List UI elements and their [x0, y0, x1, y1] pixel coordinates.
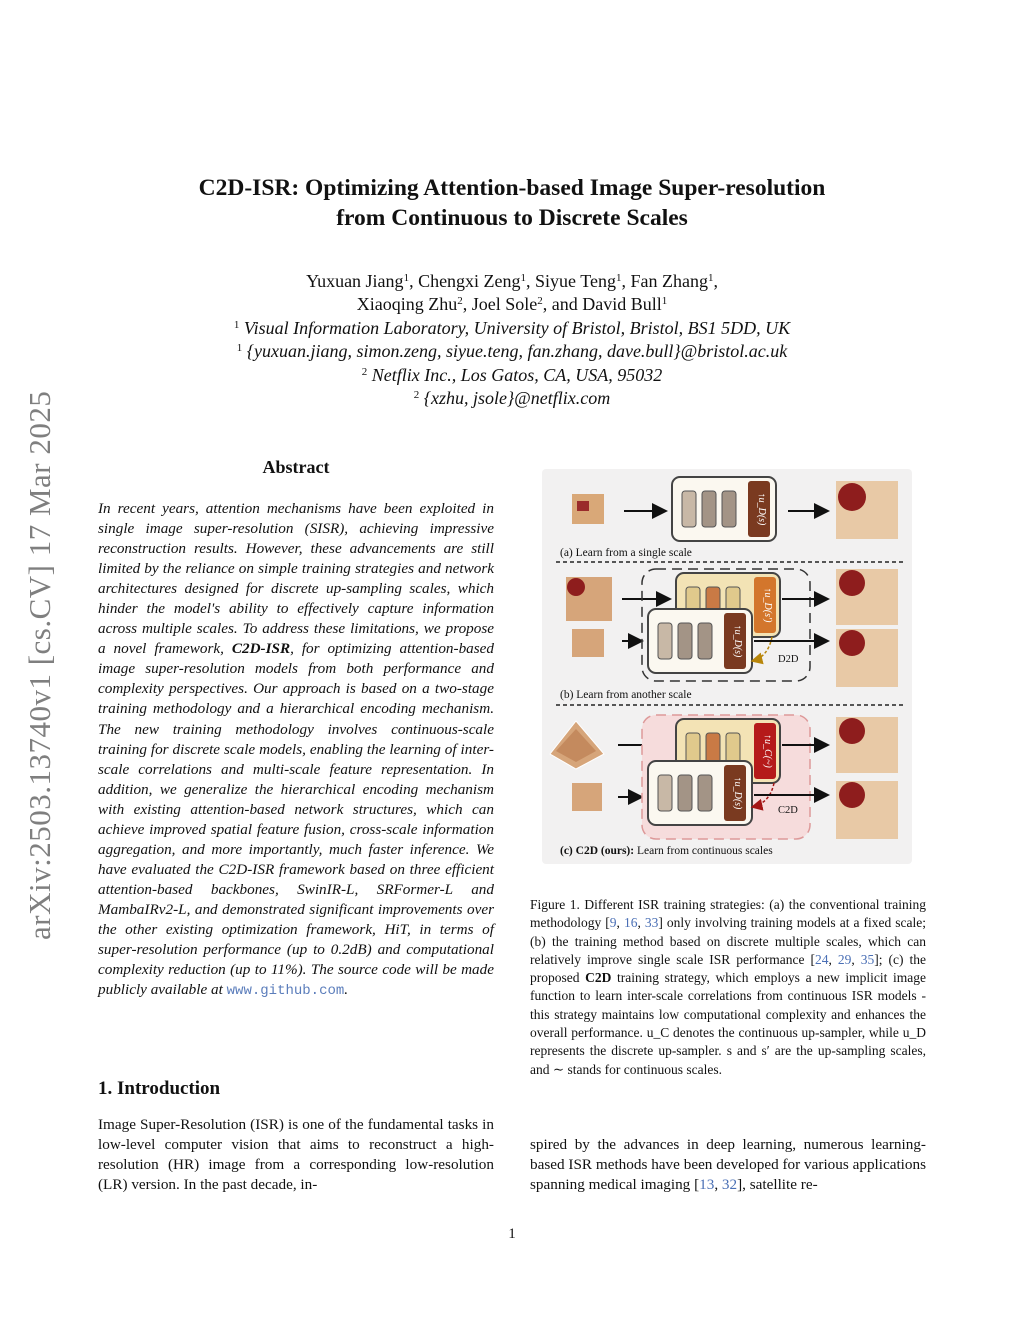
abstract-heading: Abstract: [262, 457, 330, 477]
figure-caption: [530, 896, 926, 1079]
caption-text: ] only involving training models at a fixed scale; (b) the training method based on discrete multiple scales, which can relatively improve single scale ISR performance [: [530, 915, 926, 967]
abstract-part: .: [344, 981, 349, 999]
caption-text: ,: [616, 915, 624, 931]
network-layer: [698, 775, 712, 811]
affiliation-text: Netflix Inc., Los Gatos, CA, USA, 95032: [371, 364, 663, 385]
panel-c-label-bold: (c) C2D (ours):: [560, 845, 635, 857]
citation-link[interactable]: 29: [837, 951, 852, 967]
hr-output-image: [839, 630, 865, 656]
upsampler-label: ↑u_C(~): [762, 734, 773, 768]
figure-1: [542, 469, 912, 864]
abstract-text: [98, 499, 494, 1001]
network-layer: [678, 623, 692, 659]
affiliation-mark: 1: [661, 295, 668, 308]
affiliation-mark: 1: [236, 342, 243, 355]
body-text: spired by the advances in deep learning, numerous learning-based ISR methods have been developed for various applications spanning medical imaging [: [530, 1136, 926, 1193]
abstract-part: , for optimizing attention-based image super-resolution models from both performance and complexity perspectives. Our approach is based on a two-stage training methodology and a hierarchical encoding mechanism. The new training methodology involves continuous-scale training for discrete scale models, enabling the learning of inter-scale correlations and multi-scale feature representation. In addition, we generalize the hierarchical encoding mechanism with existing attention-based network structures, which can achieve improved spatial feature fusion, cross-scale information aggregation, and more importantly, much faster inference. We have evaluated the C2D-ISR framework based on three efficient attention-based backbones, SwinIR-L, SRFormer-L and MambaIRv2-L, and demonstrated significant improvements over the other existing optimization framework, HiT, in terms of super-resolution performance (up to 0.2dB) and computational complexity reduction (up to 11%). The source code will be made publicly available at: [98, 640, 495, 999]
caption-text: ,: [828, 951, 838, 967]
body-text: ,: [714, 1176, 722, 1193]
caption-bold-c2d: C2D: [585, 970, 612, 986]
panel-a: [556, 477, 904, 562]
citation-link[interactable]: 35: [860, 951, 875, 967]
affiliation-mark: 2: [457, 295, 463, 308]
affiliation-mark: 2: [537, 295, 543, 308]
email-1: [130, 340, 894, 363]
affiliation-mark: 1: [520, 272, 527, 284]
panel-c-label-rest: Learn from continuous scales: [634, 845, 773, 857]
upsampler-label: ↑u_D(s): [756, 492, 767, 526]
abstract-part: In recent years, attention mechanisms have been exploited in single image super-resolution (SISR), achieving impressive reconstruction results. However, these advancements are still limited by the reliance on simple training strategies and network architectures designed for discrete up-sampling scales, which hinder the model's ability to effectively capture information across multiple scales. To address these limitations, we propose a novel framework,: [98, 500, 494, 658]
author-name: Yuxuan Jiang: [306, 271, 404, 291]
lr-input-image: [567, 578, 585, 596]
author-name: Siyue Teng: [535, 271, 616, 291]
email-text: {xzhu, jsole}@netflix.com: [423, 388, 611, 409]
citation-link[interactable]: 13: [699, 1176, 715, 1193]
citation-link[interactable]: 16: [623, 915, 638, 931]
citation-link[interactable]: 32: [721, 1176, 738, 1193]
affiliation-text: Visual Information Laboratory, University of Bristol, Bristol, BS1 5DD, UK: [243, 317, 791, 338]
panel-a-label: (a) Learn from a single scale: [560, 547, 692, 559]
affiliation-1: [130, 317, 894, 340]
panel-b: [556, 569, 904, 705]
introduction-text: Image Super-Resolution (ISR) is one of the fundamental tasks in low-level computer vision that aims to reconstruct a high-resolution (HR) image from a corresponding low-resolution (LR) version. In the past decade, in-: [98, 1116, 494, 1193]
title-line-2: from Continuous to Discrete Scales: [336, 205, 688, 231]
lr-input-image: [572, 783, 602, 811]
lr-input-image: [577, 501, 589, 511]
body-text: ], satellite re-: [737, 1176, 818, 1193]
caption-text: training strategy, which employs a new implicit image function to learn inter-scale correlations from continuous ISR models - this strategy maintains low computational complexity and enhances the overall performance. u_C denotes the continuous up-sampler, while u_D represents the discrete up-sampler. s and s′ are the up-sampling scales, and ∼ stands for continuous scales.: [530, 970, 926, 1077]
hr-output-image: [838, 483, 866, 511]
arxiv-identifier: arXiv:2503.13740v1 [cs.CV] 17 Mar 2025: [22, 390, 57, 940]
page-number: 1: [508, 1226, 516, 1242]
affiliation-mark: 2: [361, 365, 368, 378]
author-line-2: Xiaoqing Zhu$^2$, Joel Sole$^2$, and David Bull$^1$: [356, 294, 668, 315]
network-layer: [658, 623, 672, 659]
upsampler-label: ↑u_D(s′): [762, 587, 773, 623]
network-layer: [722, 491, 736, 527]
caption-text: ,: [637, 915, 645, 931]
panel-c: [550, 715, 898, 857]
affiliation-2: [130, 364, 894, 387]
title-line-1: C2D-ISR: Optimizing Attention-based Image Super-resolution: [198, 175, 826, 201]
author-name: Xiaoqing Zhu: [356, 294, 458, 315]
hr-output-image: [839, 718, 865, 744]
section-heading-introduction: 1. Introduction: [98, 1078, 221, 1099]
c2d-tag: C2D: [778, 805, 798, 816]
citation-link[interactable]: 9: [609, 915, 617, 931]
affiliation-mark: 1: [707, 272, 714, 284]
email-text: {yuxuan.jiang, simon.zeng, siyue.teng, fan.zhang, dave.bull}@bristol.ac.uk: [246, 341, 788, 362]
method-name: C2D-ISR: [231, 640, 291, 658]
network-layer: [698, 623, 712, 659]
upsampler-label: ↑u_D(s): [732, 776, 743, 810]
email-2: [130, 387, 894, 410]
author-name: Joel Sole: [471, 294, 538, 315]
author-name: Fan Zhang: [630, 271, 708, 291]
affiliation-mark: 1: [233, 318, 240, 331]
network-layer: [682, 491, 696, 527]
hr-output-image: [839, 782, 865, 808]
affiliation-mark: 1: [615, 272, 622, 284]
panel-b-label: (b) Learn from another scale: [560, 689, 692, 701]
right-column-text: [530, 1135, 926, 1195]
network-layer: [678, 775, 692, 811]
figure-diagram: [542, 469, 912, 864]
affiliation-mark: 1: [403, 272, 410, 284]
author-name: Chengxi Zeng: [418, 271, 521, 291]
source-code-link[interactable]: www.github.com: [226, 983, 345, 1000]
caption-text: ]; (c) the proposed: [530, 951, 926, 986]
author-line-1: Yuxuan Jiang$^1$, Chengxi Zeng$^1$, Siyue Teng$^1$, Fan Zhang$^1$,: [306, 271, 718, 291]
paper-title: [130, 173, 894, 233]
network-layer: [702, 491, 716, 527]
d2d-tag: D2D: [778, 654, 799, 665]
citation-link[interactable]: 24: [814, 951, 829, 967]
caption-text: ,: [851, 951, 861, 967]
citation-link[interactable]: 33: [644, 915, 659, 931]
affiliation-mark: 2: [413, 389, 420, 402]
lr-input-image: [572, 629, 604, 657]
hr-output-image: [839, 570, 865, 596]
network-layer: [658, 775, 672, 811]
author-name: David Bull: [582, 294, 662, 315]
upsampler-label: ↑u_D(s): [732, 624, 743, 658]
caption-text: Figure 1. Different ISR training strategies: (a) the conventional training methodology [: [530, 897, 926, 931]
panel-c-label: [560, 845, 773, 857]
author-block: [130, 270, 894, 410]
